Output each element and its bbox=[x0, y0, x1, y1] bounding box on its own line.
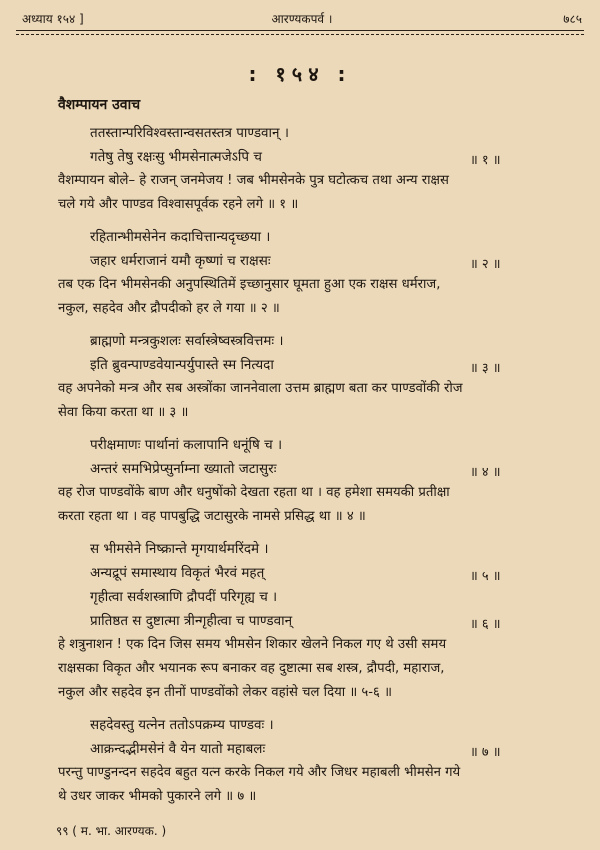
translation-line: चले गये और पाण्डव विश्वासपूर्वक रहने लगे ॥ १ ॥ bbox=[58, 197, 299, 212]
sanskrit-line: परीक्षमाणः पार्थानां कलापानि धनूंषि च । bbox=[90, 437, 283, 453]
header-book-title: आरण्यकपर्व । bbox=[271, 12, 333, 26]
footer-signature: ९९ ( म. भा. आरण्यक. ) bbox=[56, 824, 167, 838]
translation-line: सेवा किया करता था ॥ ३ ॥ bbox=[58, 405, 189, 420]
verse-number: ॥ २ ॥ bbox=[470, 257, 501, 272]
translation-line: राक्षसका विकृत और भयानक रूप बनाकर वह दुष्टात्मा सब शस्त्र, द्रौपदी, महाराज, bbox=[58, 661, 445, 676]
verse-number: ॥ १ ॥ bbox=[470, 153, 501, 168]
verse-number: ॥ ७ ॥ bbox=[470, 745, 501, 760]
sanskrit-line: प्रातिष्ठत स दुष्टात्मा त्रीन्गृहीत्वा च पाण्डवान् bbox=[90, 613, 293, 629]
sanskrit-line: गृहीत्वा सर्वशस्त्राणि द्रौपदीं परिगृह्य च । bbox=[90, 589, 278, 605]
sanskrit-line: ब्राह्मणो मन्त्रकुशलः सर्वास्त्रेष्वस्त्रवित्तमः । bbox=[90, 333, 284, 349]
sanskrit-line: अन्तरं समभिप्रेप्सुर्नाम्ना ख्यातो जटासुरः bbox=[90, 461, 277, 477]
sanskrit-line: जहार धर्मराजानं यमौ कृष्णां च राक्षसः bbox=[90, 253, 271, 269]
translation-line: वैशम्पायन बोले– हे राजन् जनमेजय ! जब भीमसेनके पुत्र घटोत्कच तथा अन्य राक्षस bbox=[58, 173, 449, 188]
header-rule-dashed bbox=[16, 34, 584, 35]
verse-number: ॥ ४ ॥ bbox=[470, 465, 501, 480]
sanskrit-line: अन्यद्रूपं समास्थाय विकृतं भैरवं महत् bbox=[90, 565, 265, 581]
running-header bbox=[22, 10, 582, 28]
header-page-number: ७८५ bbox=[563, 12, 582, 26]
translation-line: नकुल, सहदेव और द्रौपदीको हर ले गया ॥ २ ॥ bbox=[58, 301, 280, 316]
translation-line: नकुल और सहदेव इन तीनों पाण्डवोंको लेकर वहांसे चल दिया ॥ ५-६ ॥ bbox=[58, 685, 393, 700]
header-chapter-label: अध्याय १५४ ] bbox=[22, 12, 84, 26]
sanskrit-line: रहितान्भीमसेनेन कदाचित्तान्यदृच्छया । bbox=[90, 229, 271, 245]
verse-number: ॥ ५ ॥ bbox=[470, 569, 501, 584]
translation-line: करता रहता था । वह पापबुद्धि जटासुरके नामसे प्रसिद्ध था ॥ ४ ॥ bbox=[58, 509, 366, 524]
sanskrit-line: आक्रन्दद्भीमसेनं वै येन यातो महाबलः bbox=[90, 741, 266, 757]
sanskrit-line: ततस्तान्परिविश्वस्तान्वसतस्तत्र पाण्डवान् । bbox=[90, 125, 289, 141]
sanskrit-line: इति ब्रुवन्पाण्डवेयान्पर्युपास्ते स्म नित्यदा bbox=[90, 357, 274, 373]
translation-line: वह अपनेको मन्त्र और सब अस्त्रोंका जाननेवाला उत्तम ब्राह्मण बता कर पाण्डवोंकी रोज bbox=[58, 381, 463, 396]
translation-line: थे उधर जाकर भीमको पुकारने लगे ॥ ७ ॥ bbox=[58, 789, 257, 804]
speaker-heading: वैशम्पायन उवाच bbox=[58, 97, 141, 113]
chapter-number: : १५४ : bbox=[248, 62, 352, 86]
sanskrit-line: स भीमसेने निष्क्रान्ते मृगयार्थमरिंदमे । bbox=[90, 541, 269, 557]
sanskrit-line: सहदेवस्तु यत्नेन ततोऽपक्रम्य पाण्डवः । bbox=[90, 717, 274, 733]
verse-number: ॥ ६ ॥ bbox=[470, 617, 501, 632]
translation-line: तब एक दिन भीमसेनकी अनुपस्थितिमें इच्छानुसार घूमता हुआ एक राक्षस धर्मराज, bbox=[58, 277, 441, 292]
sanskrit-line: गतेषु तेषु रक्षःसु भीमसेनात्मजेऽपि च bbox=[90, 149, 262, 165]
header-rule bbox=[16, 30, 584, 31]
translation-line: वह रोज पाण्डवोंके बाण और धनुषोंको देखता रहता था । वह हमेशा समयकी प्रतीक्षा bbox=[58, 485, 450, 500]
translation-line: हे शत्रुनाशन ! एक दिन जिस समय भीमसेन शिकार खेलने निकल गए थे उसी समय bbox=[58, 637, 447, 652]
verse-number: ॥ ३ ॥ bbox=[470, 361, 501, 376]
translation-line: परन्तु पाण्डुनन्दन सहदेव बहुत यत्न करके निकल गये और जिधर महाबली भीमसेन गये bbox=[58, 765, 461, 780]
